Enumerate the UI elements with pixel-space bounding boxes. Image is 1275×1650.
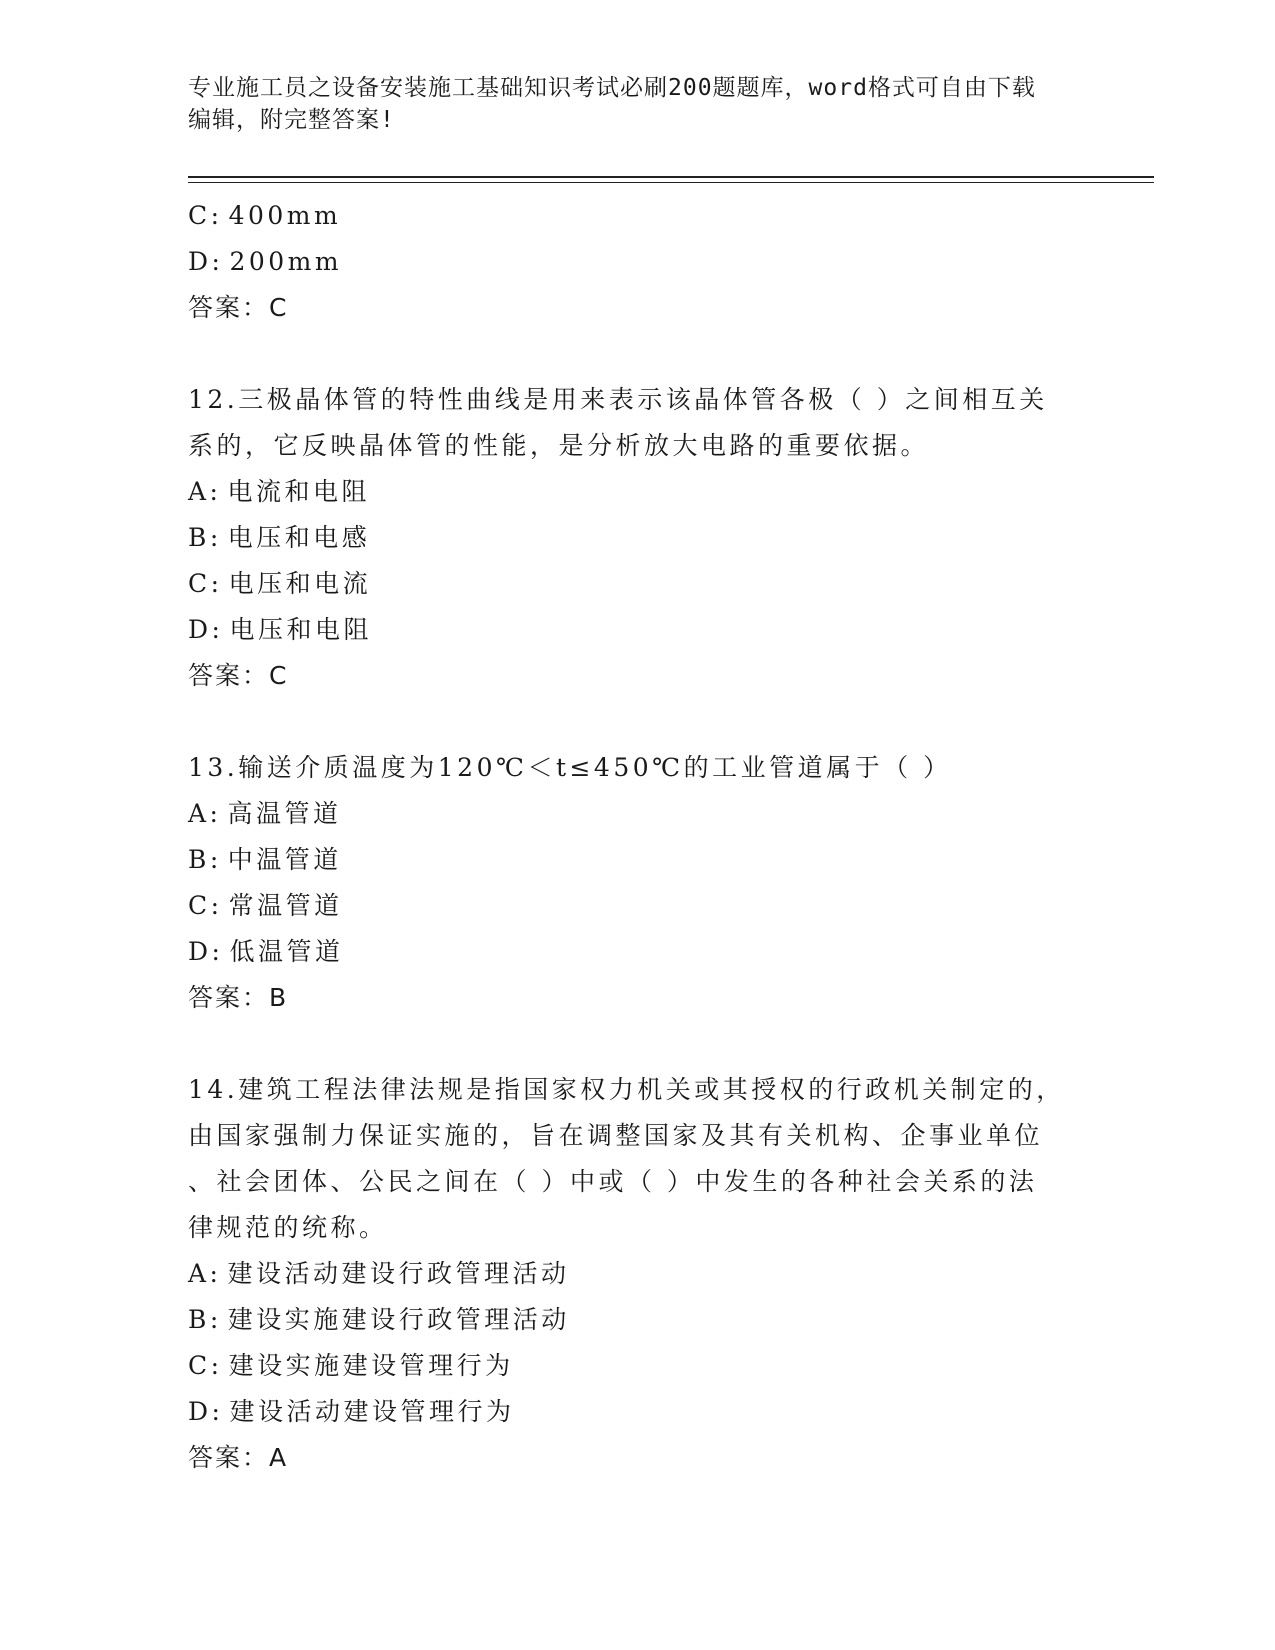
- option-c: C: 常温管道: [188, 891, 343, 920]
- option-d: D: 建设活动建设管理行为: [188, 1397, 515, 1426]
- question-12: [188, 377, 1088, 699]
- option-d: D: 电压和电阻: [188, 615, 372, 644]
- header-title-line-2: 编辑，附完整答案!: [188, 107, 395, 133]
- question-13: [188, 745, 1088, 1021]
- question-stem: [188, 745, 1088, 791]
- answer-line: 答案：A: [188, 1443, 289, 1472]
- question-stem: [188, 377, 1088, 469]
- answer-line: 答案：C: [188, 661, 289, 690]
- question-list: [188, 193, 1088, 1481]
- stem-line: 由国家强制力保证实施的，旨在调整国家及其有关机构、企事业单位: [188, 1121, 1044, 1150]
- header-title-line-1: 专业施工员之设备安装施工基础知识考试必刷200题题库，word格式可自由下载: [188, 75, 1036, 101]
- option-c: C: 电压和电流: [188, 569, 372, 598]
- document-header: [188, 72, 1088, 136]
- stem-line: 律规范的统称。: [188, 1213, 388, 1242]
- option-b: B: 建设实施建设行政管理活动: [188, 1305, 570, 1334]
- header-divider-thin: [188, 182, 1154, 183]
- question-14: [188, 1067, 1088, 1481]
- stem-line: 13.输送介质温度为120℃＜t≤450℃的工业管道属于（ ）: [188, 753, 952, 782]
- answer-line: 答案：B: [188, 983, 289, 1012]
- stem-line: 系的，它反映晶体管的性能，是分析放大电路的重要依据。: [188, 431, 930, 460]
- answer-line: 答案：C: [188, 293, 289, 322]
- stem-line: 14.建筑工程法律法规是指国家权力机关或其授权的行政机关制定的，: [188, 1075, 1065, 1104]
- option-b: B: 电压和电感: [188, 523, 371, 552]
- option-c: C: 建设实施建设管理行为: [188, 1351, 514, 1380]
- stem-line: 、社会团体、公民之间在（ ）中或（ ）中发生的各种社会关系的法: [188, 1167, 1038, 1196]
- option-d: D: 200mm: [188, 247, 343, 276]
- header-divider-thick: [188, 176, 1154, 178]
- option-d: D: 低温管道: [188, 937, 344, 966]
- question-stem: [188, 1067, 1088, 1251]
- option-c: C: 400mm: [188, 201, 342, 230]
- option-b: B: 中温管道: [188, 845, 342, 874]
- option-a: A: 建设活动建设行政管理活动: [188, 1259, 570, 1288]
- option-a: A: 电流和电阻: [188, 477, 370, 506]
- stem-line: 12.三极晶体管的特性曲线是用来表示该晶体管各极（ ）之间相互关: [188, 385, 1048, 414]
- question-11-continued: [188, 193, 1088, 331]
- option-a: A: 高温管道: [188, 799, 342, 828]
